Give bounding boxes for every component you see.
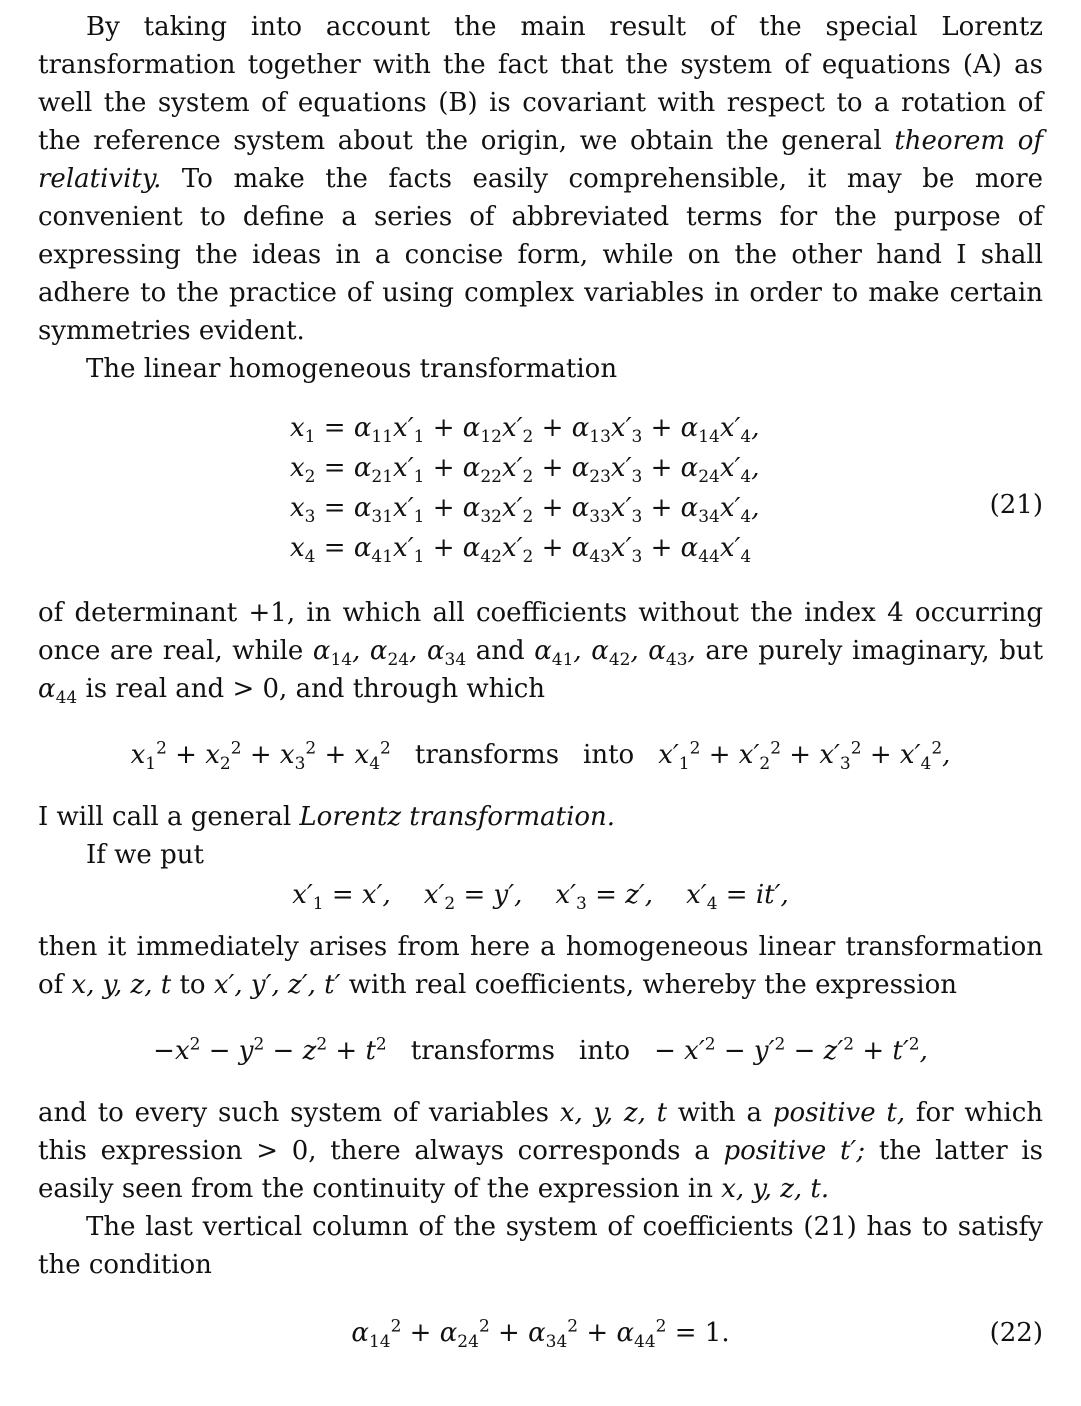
equation-number-22: (22) — [989, 1318, 1043, 1348]
equation-minkowski-form: $-x^2 - y^2 - z^2 + t^2$ transforms into − $x'^2 - y'^2 - z'^2 + t'^2$, — [153, 1034, 928, 1066]
paragraph-lorentz: I will call a general Lorentz transformation. — [38, 802, 616, 832]
equation-substitution: $x'_1 = x'$, $x'_2 = y'$, $x'_3 = z'$, $x'_4 = it'$, — [292, 880, 789, 915]
paragraph-last-column: The last vertical column of the system of coefficients (21) has to satisfy the condition — [38, 1212, 1043, 1280]
paragraph-determinant: of determinant +1, in which all coefficients without the index 4 occurring once are real, while $\alpha_{14}$, $\alpha_{24}$, $\alpha_{34}$ and $\alpha_{41}$, $\alpha_{42}$, $\alpha_{43}$, are purely imaginary, but $\alpha_{44}$ is real and > 0, and through which — [38, 598, 1044, 709]
paragraph-intro: By taking into account the main result of the special Lorentz transformation together with the fact that the system of equations (A) as well the system of equations (B) is covariant with respect to a rotation of the reference system about the origin, we obtain the general theorem of relativity. To make the facts easily comprehensible, it may be more convenient to define a series of abbreviated terms for the purpose of expressing the ideas in a concise form, while on the other hand I shall adhere to the practice of using complex variables in order to make certain symmetries evident. — [38, 12, 1044, 346]
paragraph-linear-transformation: The linear homogeneous transformation — [86, 354, 618, 384]
equation-quadratic-form: $x_1^2 + x_2^2 + x_3^2 + x_4^2$ transforms into $x'_1^2 + x'_2^2 + x'_3^2 + x'_4^2$, — [130, 738, 951, 775]
paragraph-if-we-put: If we put — [86, 840, 204, 870]
equation-21: (21) $x_1 = \alpha_{11}x'_1 + \alpha_{12}x'_2 + \alpha_{13}x'_3 + \alpha_{14}x'_4$, $x_2 = \alpha_{21}x'_1 + \alpha_{22}x'_2 + \alpha_{23}x'_3 + \alpha_{24}x'_4$, $x_3 = \alpha_{31}x'_1 + \alpha_{32}x'_2 + \alpha_{33}x'_3 + \alpha_{34}x'_4$, $x_4 = \alpha_{41}x'_1 + \alpha_{42}x'_2 + \alpha_{43}x'_3 + \alpha_{44}x'_4$ — [290, 413, 1043, 568]
paragraph-real-coefficients: then it immediately arises from here a homogeneous linear transformation of x, y, z, t to x′, y′, z′, t′ with real coefficients, whereby the expression — [38, 932, 1043, 1000]
paragraph-positive-t: and to every such system of variables x, y, z, t with a positive t, for which this expression > 0, there always corresponds a positive t′; the latter is easily seen from the continuity of the expression in x, y, z, t. — [38, 1098, 1044, 1204]
equation-number-21: (21) — [989, 490, 1043, 520]
equation-22: (22) $\alpha_{14}^2 + \alpha_{24}^2 + \alpha_{34}^2 + \alpha_{44}^2 = 1$. — [38, 1314, 1043, 1352]
